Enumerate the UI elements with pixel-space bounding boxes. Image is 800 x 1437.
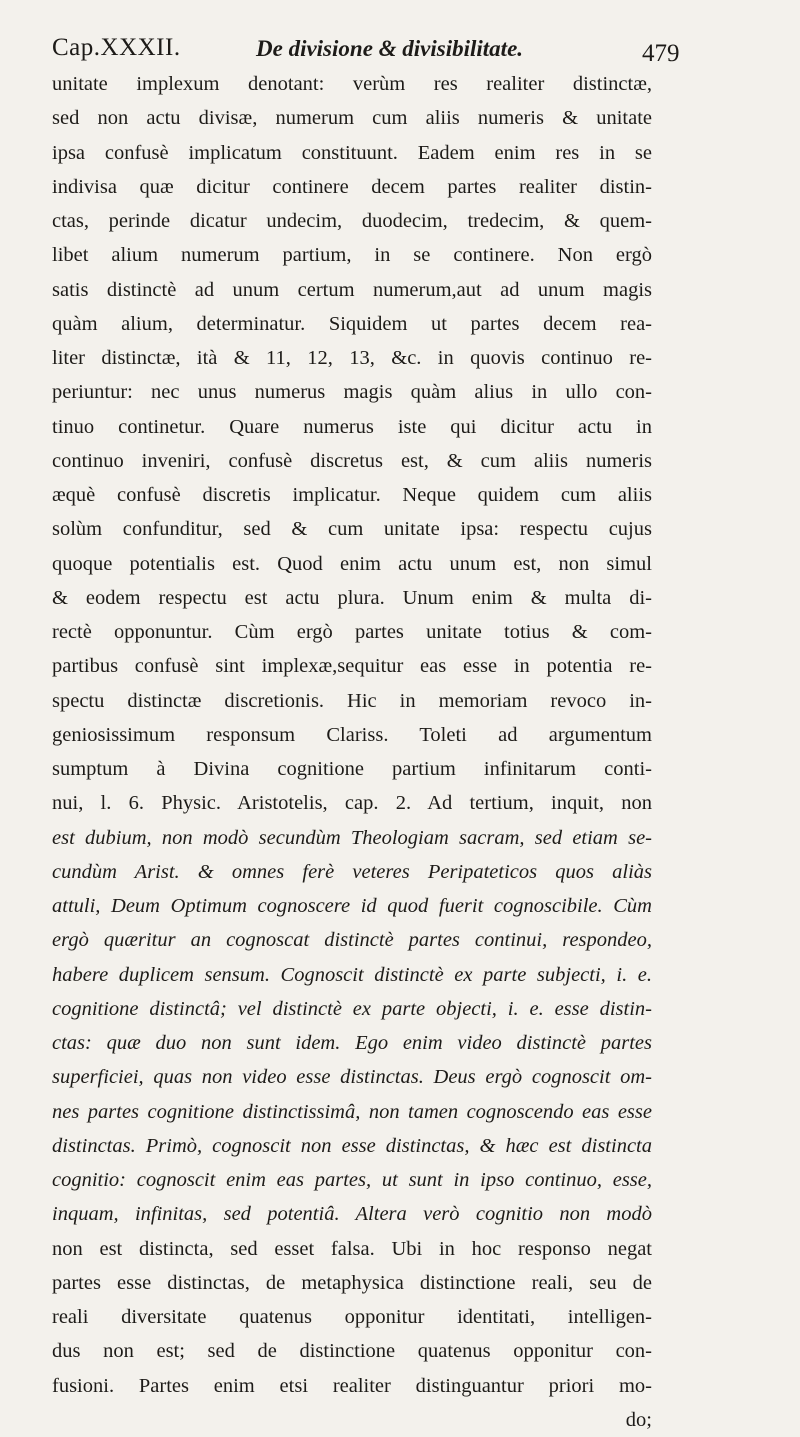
- text-line: liter distinctæ, ità & 11, 12, 13, &c. in quovis continuo re-: [52, 347, 652, 369]
- text-line: spectu distinctæ discretionis. Hic in memoriam revoco in-: [52, 689, 652, 712]
- text-line: ctas, perinde dicatur undecim, duodecim, tredecim, & quem-: [52, 210, 652, 232]
- text-line: & eodem respectu est actu plura. Unum enim & multa di-: [52, 586, 652, 609]
- text-line: do;: [625, 1408, 652, 1431]
- italic-quote-line: superficiei, quas non video esse distinctas. Deus ergò cognoscit om-: [52, 1066, 652, 1089]
- page-number: 479: [642, 40, 680, 67]
- italic-quote-line: nes partes cognitione distinctissimâ, non tamen cognoscendo eas esse: [52, 1100, 652, 1123]
- text-line: solùm confunditur, sed & cum unitate ipsa: respectu cujus: [52, 518, 652, 541]
- italic-quote-line: ergò quæritur an cognoscat distinctè partes continui, respondeo,: [52, 929, 652, 952]
- text-line: reali diversitate quatenus opponitur identitati, intelligen-: [52, 1306, 652, 1328]
- text-line: dus non est; sed de distinctione quatenus opponitur con-: [52, 1340, 652, 1363]
- italic-quote-line: inquam, infinitas, sed potentiâ. Altera verò cognitio non modò: [52, 1203, 652, 1226]
- text-line: sed non actu divisæ, numerum cum aliis numeris & unitate: [52, 107, 652, 130]
- text-line: non est distincta, sed esset falsa. Ubi in hoc responso negat: [52, 1237, 652, 1260]
- text-line: partibus confusè sint implexæ,sequitur eas esse in potentia re-: [52, 655, 652, 678]
- text-line: unitate implexum denotant: verùm res realiter distinctæ,: [52, 73, 652, 95]
- text-line: fusioni. Partes enim etsi realiter distinguantur priori mo-: [52, 1374, 652, 1397]
- text-line: quoque potentialis est. Quod enim actu unum est, non simul: [52, 552, 652, 575]
- italic-quote-line: attuli, Deum Optimum cognoscere id quod fuerit cognoscibile. Cùm: [52, 895, 652, 917]
- italic-quote-line: distinctas. Primò, cognoscit non esse distinctas, & hæc est distincta: [52, 1134, 652, 1157]
- text-line: rectè opponuntur. Cùm ergò partes unitate totius & com-: [52, 621, 652, 643]
- text-line: indivisa quæ dicitur continere decem partes realiter distin-: [52, 175, 652, 198]
- body-text: [52, 67, 652, 1437]
- italic-quote-line: habere duplicem sensum. Cognoscit distinctè ex parte subjecti, i. e.: [52, 963, 652, 986]
- text-line: periuntur: nec unus numerus magis quàm alius in ullo con-: [52, 381, 652, 404]
- text-line: continuo inveniri, confusè discretus est, & cum aliis numeris: [52, 449, 652, 472]
- running-title: De divisione & divisibilitate.: [256, 36, 524, 61]
- text-line: geniosissimum responsum Clariss. Toleti ad argumentum: [52, 723, 652, 746]
- text-line: nui, l. 6. Physic. Aristotelis, cap. 2. Ad tertium, inquit, non: [52, 792, 652, 815]
- text-line: ipsa confusè implicatum constituunt. Eadem enim res in se: [52, 141, 652, 164]
- italic-quote-line: cognitio: cognoscit enim eas partes, ut sunt in ipso continuo, esse,: [52, 1169, 652, 1191]
- chapter-heading: Cap.XXXII.: [52, 34, 181, 61]
- italic-quote-line: cognitione distinctâ; vel distinctè ex parte objecti, i. e. esse distin-: [52, 997, 652, 1020]
- text-line: partes esse distinctas, de metaphysica distinctione reali, seu de: [52, 1271, 652, 1294]
- italic-quote-line: ctas: quæ duo non sunt idem. Ego enim video distinctè partes: [52, 1032, 652, 1054]
- text-line: æquè confusè discretis implicatur. Neque quidem cum aliis: [52, 484, 652, 506]
- text-line: tinuo continetur. Quare numerus iste qui dicitur actu in: [52, 415, 652, 438]
- text-line: satis distinctè ad unum certum numerum,aut ad unum magis: [52, 278, 652, 301]
- italic-quote-line: est dubium, non modò secundùm Theologiam sacram, sed etiam se-: [52, 826, 652, 849]
- text-line: libet alium numerum partium, in se continere. Non ergò: [52, 244, 652, 267]
- italic-quote-line: cundùm Arist. & omnes ferè veteres Peripateticos quos aliàs: [52, 860, 652, 883]
- text-line: sumptum à Divina cognitione partium infinitarum conti-: [52, 758, 652, 780]
- text-line: quàm alium, determinatur. Siquidem ut partes decem rea-: [52, 312, 652, 335]
